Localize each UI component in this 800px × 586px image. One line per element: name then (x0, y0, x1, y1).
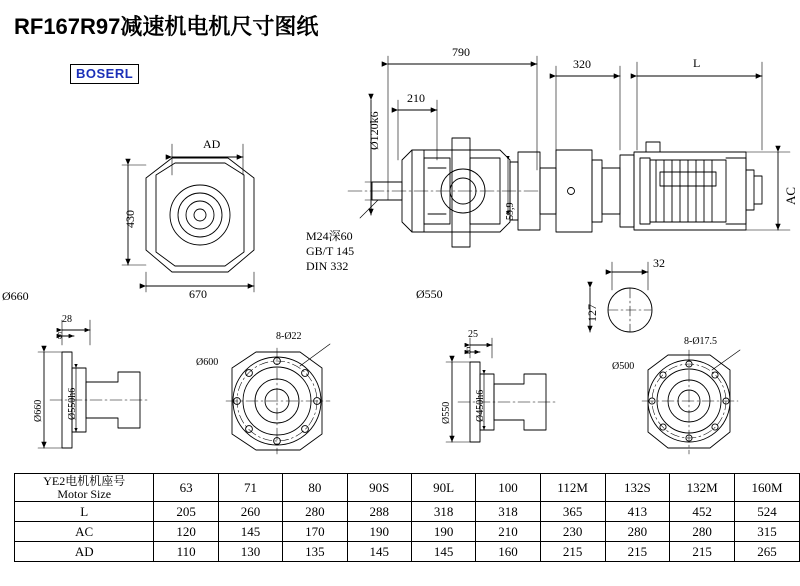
dim-AC-label: AC (783, 186, 798, 205)
cell-AD-9: 265 (735, 542, 800, 562)
thread-spec-line2: GB/T 145 (306, 244, 355, 258)
cell-L-5: 318 (476, 502, 540, 522)
cell-AD-2: 135 (283, 542, 347, 562)
dia-660-label: Ø660 (33, 399, 44, 422)
dim-L-label: L (693, 56, 701, 70)
motor-size-table (14, 473, 800, 562)
dim-6-label: 6 (57, 331, 62, 342)
cell-L-1: 260 (218, 502, 282, 522)
cell-AC-2: 170 (283, 522, 347, 542)
cell-AC-4: 190 (411, 522, 475, 542)
table-col-5: 100 (476, 474, 540, 502)
dim-430-label: 430 (123, 210, 137, 228)
holes-8x22-label: 8-Ø22 (276, 331, 302, 342)
table-header-label (15, 474, 154, 502)
cell-AC-7: 280 (605, 522, 670, 542)
thread-spec-line1 (306, 230, 353, 243)
thread-spec-text1: M24深60 (306, 229, 353, 243)
row-label-L: L (15, 502, 154, 522)
dim-59-9-label: 59,9 (505, 202, 516, 220)
thread-spec-line3: DIN 332 (306, 259, 349, 273)
dia-550-center-label: Ø550 (416, 287, 443, 301)
dia-120-tolerance: k6 (367, 111, 381, 124)
table-row (15, 542, 800, 562)
table-col-6: 112M (540, 474, 605, 502)
cell-AD-7: 215 (605, 542, 670, 562)
dim-5-label: 5 (466, 346, 471, 357)
dia-660-top-label: Ø660 (2, 289, 29, 303)
dia-120-label (368, 111, 381, 150)
dia-450-label (476, 390, 487, 422)
cell-L-6: 365 (540, 502, 605, 522)
table-header-label-en: Motor Size (57, 486, 112, 501)
cell-L-7: 413 (605, 502, 670, 522)
holes-8x17-5-label: 8-Ø17.5 (684, 336, 718, 347)
table-row (15, 522, 800, 542)
dim-25-label: 25 (468, 329, 478, 340)
dim-320-label: 320 (573, 57, 591, 71)
cell-AC-0: 120 (154, 522, 218, 542)
table-header-label-cn: YE2电机机座号 (43, 474, 126, 488)
dia-550-sub-label (68, 388, 79, 420)
cell-L-2: 280 (283, 502, 347, 522)
row-label-AC: AC (15, 522, 154, 542)
dia-550-sub-tolerance: h6 (67, 387, 78, 398)
dim-28-label: 28 (62, 314, 72, 325)
table-col-3: 90S (347, 474, 411, 502)
cell-L-9: 524 (735, 502, 800, 522)
dim-127-label: 127 (585, 304, 599, 322)
table-col-1: 71 (218, 474, 282, 502)
dia-500-label: Ø500 (612, 361, 635, 372)
dia-450-tolerance: h6 (475, 389, 486, 400)
table-col-7: 132S (605, 474, 670, 502)
brand-logo: BOSERL (70, 64, 139, 84)
cell-AC-5: 210 (476, 522, 540, 542)
cell-L-0: 205 (154, 502, 218, 522)
cell-AC-6: 230 (540, 522, 605, 542)
cell-L-4: 318 (411, 502, 475, 522)
cell-AC-3: 190 (347, 522, 411, 542)
dia-550-left-label: Ø550 (441, 401, 452, 424)
dim-AD-top-label: AD (203, 137, 221, 151)
table-col-0: 63 (154, 474, 218, 502)
dia-600-label: Ø600 (196, 357, 219, 368)
table-col-2: 80 (283, 474, 347, 502)
table-col-9: 160M (735, 474, 800, 502)
cell-AD-3: 145 (347, 542, 411, 562)
cell-AD-6: 215 (540, 542, 605, 562)
cell-AD-4: 145 (411, 542, 475, 562)
dia-550-sub-value: Ø550 (67, 397, 78, 420)
cell-AD-0: 110 (154, 542, 218, 562)
cell-L-8: 452 (670, 502, 735, 522)
cell-AD-5: 160 (476, 542, 540, 562)
cell-AD-1: 130 (218, 542, 282, 562)
dim-210-label: 210 (407, 91, 425, 105)
table-row (15, 502, 800, 522)
cell-L-3: 288 (347, 502, 411, 522)
row-label-AD: AD (15, 542, 154, 562)
cell-AD-8: 215 (670, 542, 735, 562)
cell-AC-1: 145 (218, 522, 282, 542)
dim-32-label: 32 (653, 256, 665, 270)
cell-AC-9: 315 (735, 522, 800, 542)
dim-670-label: 670 (189, 287, 207, 301)
page-title: RF167R97减速机电机尺寸图纸 (14, 14, 319, 39)
table-col-4: 90L (411, 474, 475, 502)
dia-120-value: Ø120 (367, 123, 381, 150)
table-row-header (15, 474, 800, 502)
cell-AC-8: 280 (670, 522, 735, 542)
table-col-8: 132M (670, 474, 735, 502)
dim-790-label: 790 (452, 45, 470, 59)
dia-450-value: Ø450 (475, 399, 486, 422)
